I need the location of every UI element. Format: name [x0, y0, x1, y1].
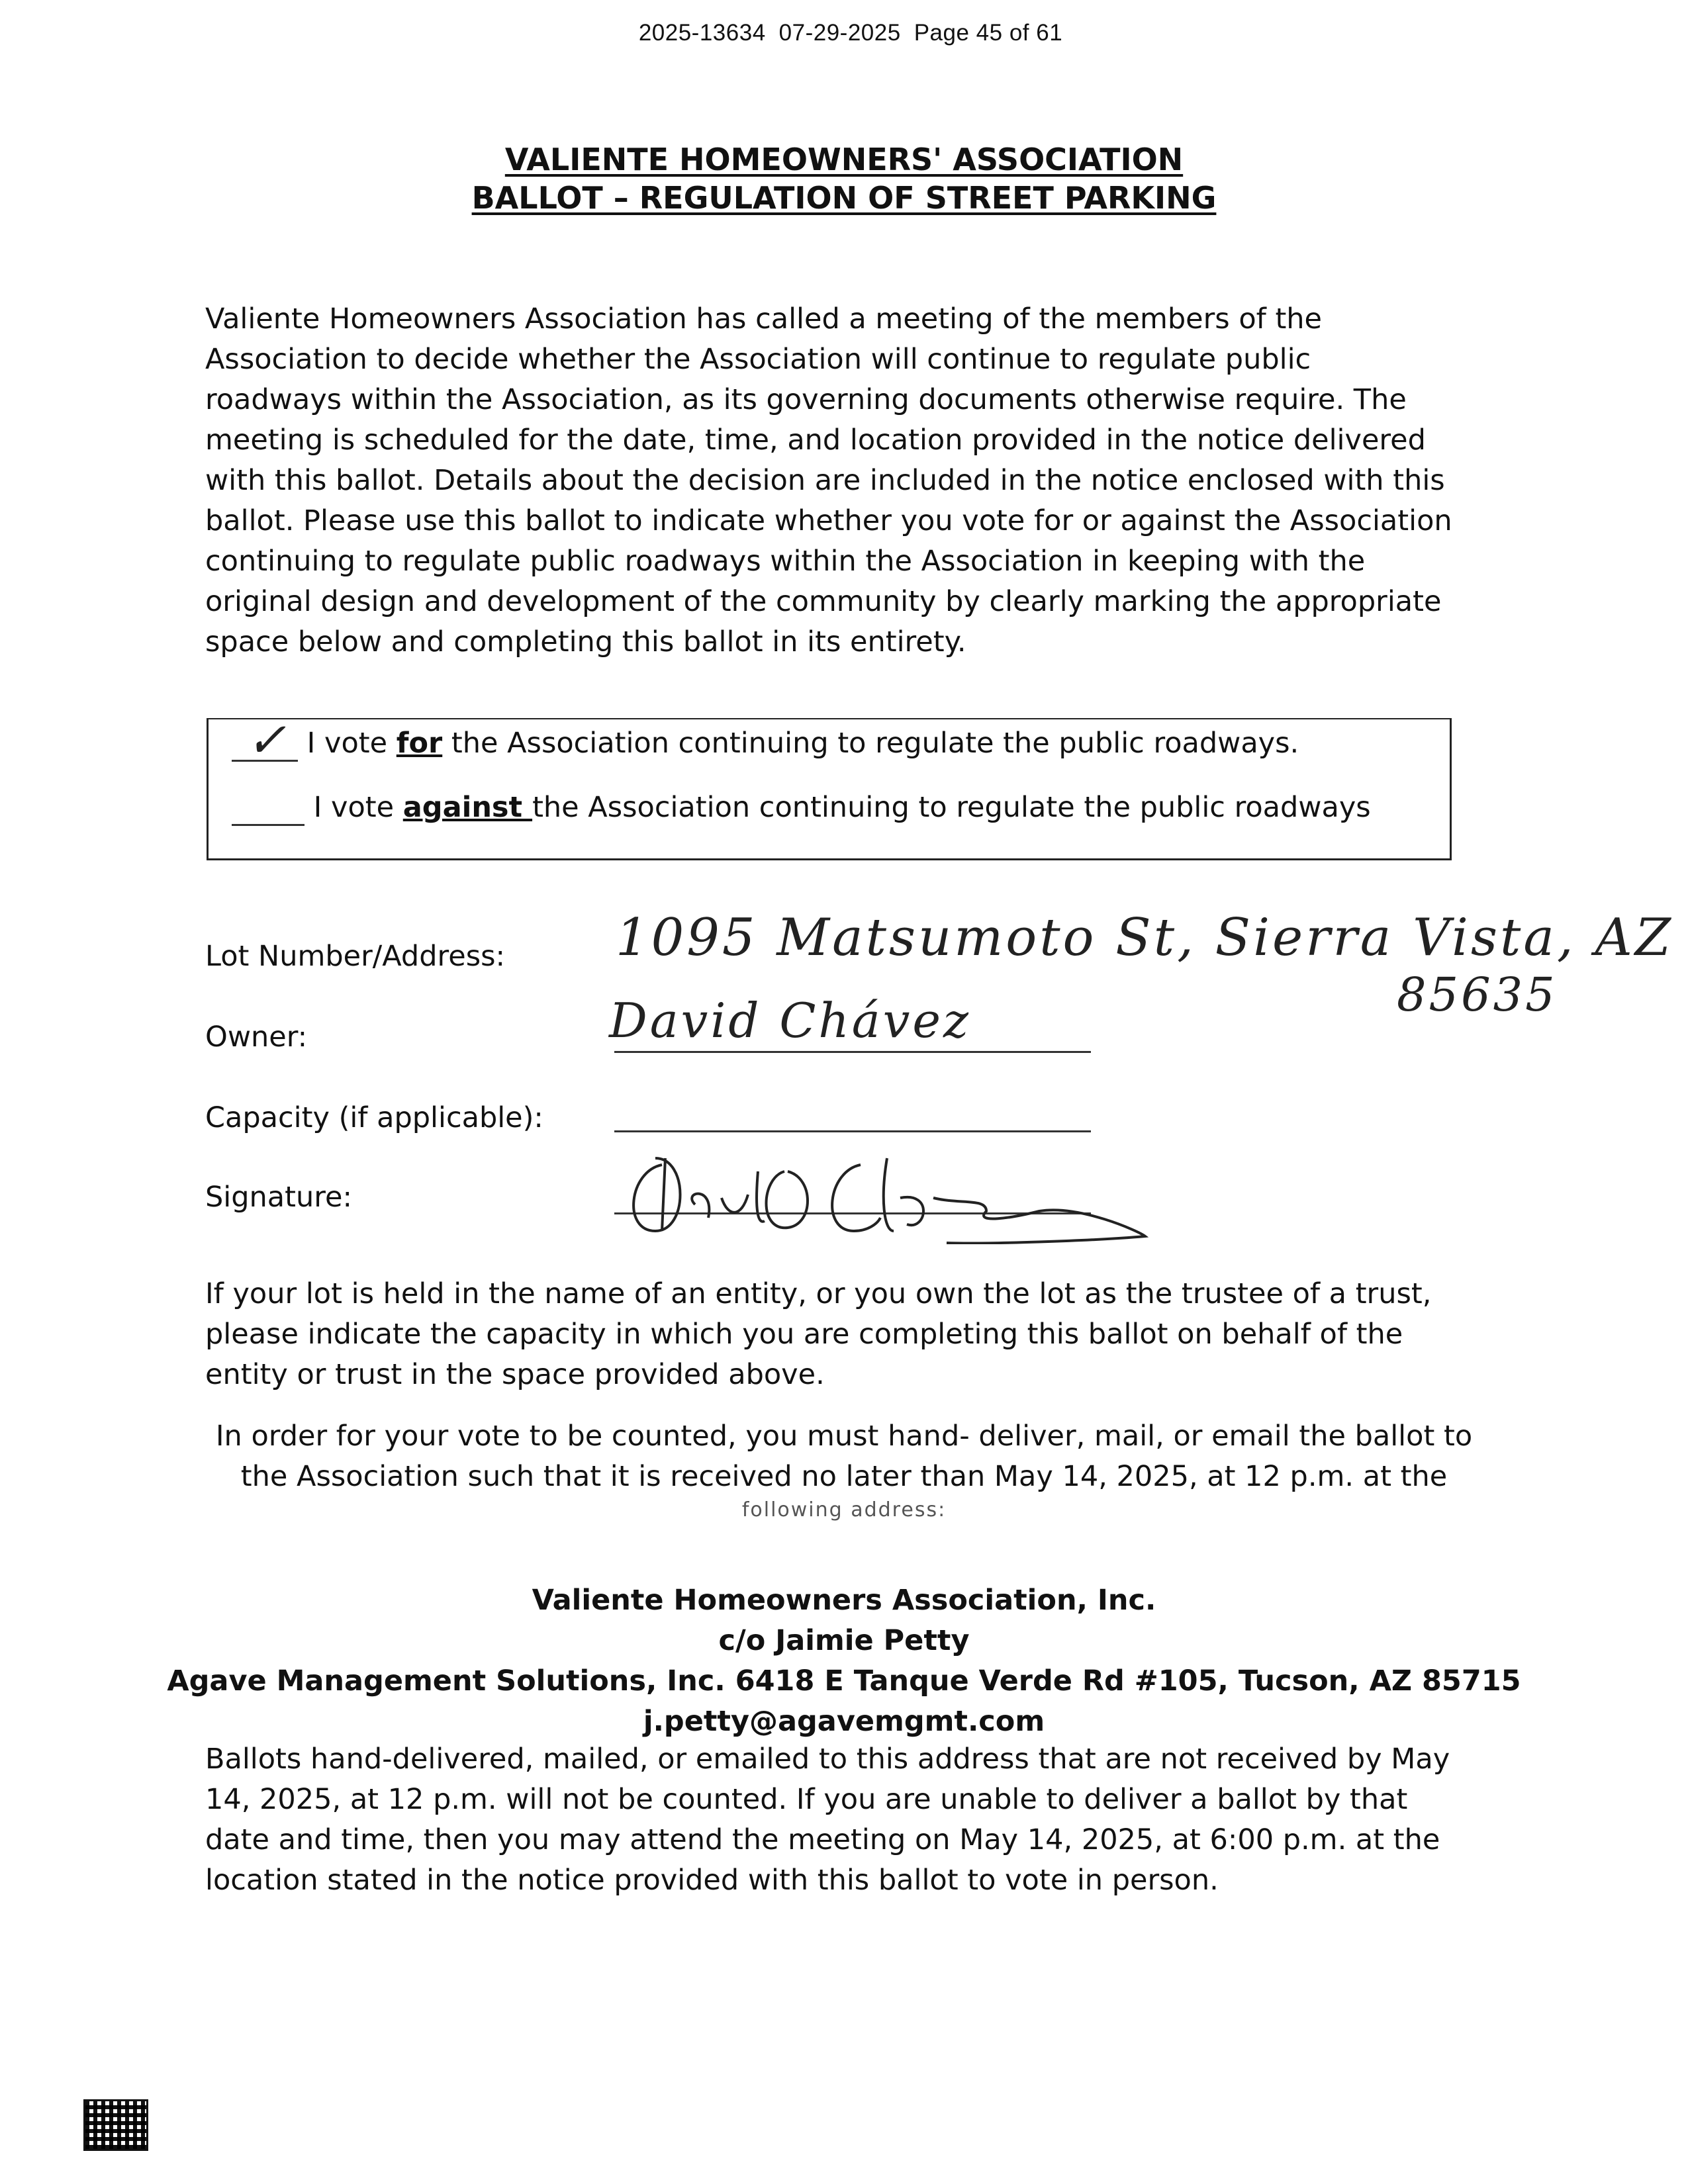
vote-for-keyword: for [396, 727, 443, 760]
intro-line: original design and development of the community by clearly marking the appropriate [205, 585, 1442, 618]
deadline-line: following address: [741, 1498, 947, 1522]
closing-line: location stated in the notice provided with this ballot to vote in person. [205, 1864, 1219, 1897]
intro-line: meeting is scheduled for the date, time, and location provided in the notice delivered [205, 424, 1426, 457]
owner-label: Owner: [205, 1021, 308, 1054]
address-block [0, 1580, 1688, 1742]
vote-against-text: the Association continuing to regulate the public roadways [532, 791, 1371, 824]
vote-against-option[interactable] [232, 791, 1371, 826]
vote-against-prefix: I vote [313, 791, 403, 824]
closing-line: Ballots hand-delivered, mailed, or emailed to this address that are not received by May [205, 1743, 1450, 1776]
entity-note-line: If your lot is held in the name of an entity, or you own the lot as the trustee of a trust, [205, 1277, 1432, 1310]
intro-line: continuing to regulate public roadways within the Association in keeping with the [205, 545, 1366, 578]
page-label: Page 45 of 61 [914, 20, 1063, 46]
intro-line: with this ballot. Details about the decision are included in the notice enclosed with this [205, 464, 1445, 497]
intro-line: Valiente Homeowners Association has called a meeting of the members of the [205, 302, 1323, 336]
intro-line: roadways within the Association, as its governing documents otherwise require. The [205, 383, 1407, 416]
owner-line [614, 1051, 1091, 1053]
intro-line: space below and completing this ballot in its entirety. [205, 625, 966, 659]
intro-line: Association to decide whether the Association will continue to regulate public [205, 343, 1311, 376]
entity-note-line: please indicate the capacity in which you are completing this ballot on behalf of the [205, 1318, 1403, 1351]
lot-address-value[interactable]: 1095 Matsumoto St, Sierra Vista, AZ [616, 908, 1673, 968]
closing-line: date and time, then you may attend the meeting on May 14, 2025, at 6:00 p.m. at the [205, 1823, 1440, 1856]
signature-image [616, 1132, 1211, 1244]
vote-for-text: the Association continuing to regulate the public roadways. [442, 727, 1299, 760]
signature-label: Signature: [205, 1181, 352, 1214]
address-attn: c/o Jaimie Petty [718, 1624, 970, 1657]
ballot-title-line1: VALIENTE HOMEOWNERS' ASSOCIATION [504, 142, 1184, 177]
closing-paragraph [205, 1739, 1503, 1901]
closing-line: 14, 2025, at 12 p.m. will not be counted. If you are unable to deliver a ballot by that [205, 1783, 1408, 1816]
header-stamp [0, 20, 1688, 46]
vote-for-option[interactable] [232, 712, 1299, 768]
deadline-paragraph [185, 1416, 1503, 1524]
lot-address-label: Lot Number/Address: [205, 940, 505, 973]
deadline-line: the Association such that it is received no later than May 14, 2025, at 12 p.m. at the [240, 1460, 1448, 1493]
vote-against-keyword: against [402, 791, 533, 824]
document-date: 07-29-2025 [778, 20, 901, 46]
deadline-line: In order for your vote to be counted, you must hand- deliver, mail, or email the ballot to [215, 1420, 1473, 1453]
intro-line: ballot. Please use this ballot to indicate whether you vote for or against the Association [205, 504, 1452, 537]
ballot-title-line2: BALLOT – REGULATION OF STREET PARKING [471, 180, 1217, 216]
capacity-label: Capacity (if applicable): [205, 1101, 543, 1134]
entity-note [205, 1274, 1503, 1395]
signature-area[interactable] [616, 1132, 1211, 1244]
address-email[interactable]: j.petty@agavemgmt.com [643, 1705, 1045, 1738]
vote-for-prefix: I vote [306, 727, 397, 760]
owner-value[interactable]: David Chávez [609, 993, 971, 1048]
vote-against-checkbox[interactable] [232, 791, 305, 826]
address-street: Agave Management Solutions, Inc. 6418 E Tanque Verde Rd #105, Tucson, AZ 85715 [167, 1664, 1521, 1698]
entity-note-line: entity or trust in the space provided above. [205, 1358, 825, 1391]
document-number: 2025-13634 [638, 20, 766, 46]
barcode-icon [83, 2099, 148, 2151]
lot-address-zip[interactable]: 85635 [1397, 968, 1558, 1022]
vote-for-checkbox[interactable] [232, 712, 298, 768]
address-org: Valiente Homeowners Association, Inc. [532, 1584, 1156, 1617]
check-mark-icon: ✓ [246, 712, 287, 768]
intro-paragraph [205, 299, 1503, 662]
